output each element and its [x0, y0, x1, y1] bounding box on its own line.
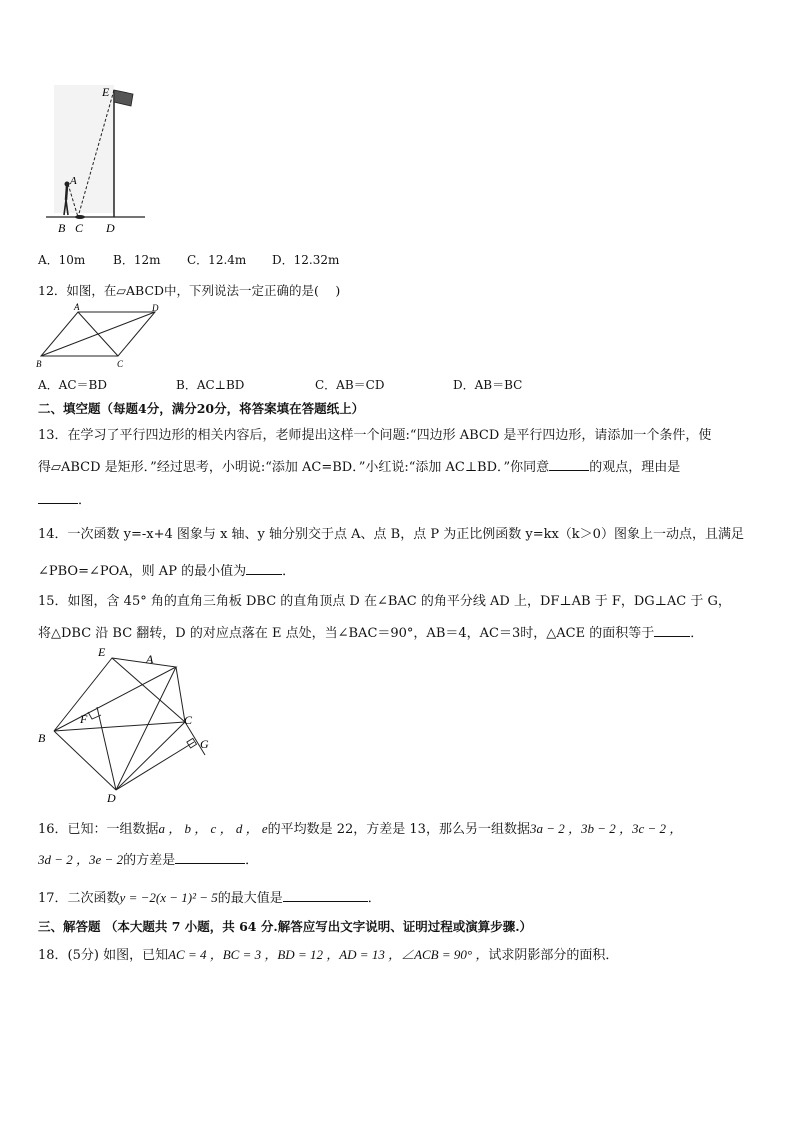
q17-line1-text: 17．二次函数 — [38, 891, 120, 906]
q11-option-b: B．12m — [113, 253, 161, 267]
q12-stem: 12．如图，在▱ABCD中，下列说法一定正确的是( ) — [38, 283, 341, 298]
q17-answer-blank[interactable] — [283, 889, 368, 902]
q15-line2-tail: ． — [690, 626, 704, 641]
q15-answer-blank[interactable] — [654, 624, 690, 637]
label-D: D — [107, 791, 116, 805]
label-A: A — [146, 652, 154, 666]
label-A: A — [70, 175, 77, 187]
figure-background — [54, 85, 114, 213]
q13-line2 — [38, 458, 680, 477]
segment-DF — [97, 707, 116, 790]
q17-line1 — [38, 889, 381, 908]
person-head — [65, 182, 70, 187]
q12-option-a: A．AC＝BD — [38, 378, 107, 392]
q17-line1-tail: ． — [367, 891, 381, 906]
q13-line1: 13．在学习了平行四边形的相关内容后，老师提出这样一个问题:“四边形 ABCD 是平行四边形，请添加一个条件，使 — [38, 428, 712, 443]
q13-line3 — [38, 491, 91, 510]
q12-option-d: D．AB＝BC — [453, 378, 523, 392]
q16-line2-text: 的方差是 — [123, 853, 176, 868]
q16-line1-text: 16．已知：一组数据 — [38, 822, 159, 837]
label-D: D — [106, 221, 115, 235]
mirror — [75, 215, 85, 219]
q11-option-a: A．10m — [38, 253, 86, 267]
q13-line2-text: 得▱ABCD 是矩形．”经过思考，小明说:“添加 AC=BD．”小红说:“添加 AC⊥BD．”你同意 — [38, 460, 550, 475]
q18-line1-text: 18．(5分) 如图，已知 — [38, 948, 169, 963]
q11-flagpole-figure — [40, 80, 150, 240]
q14-line1: 14．一次函数 y=-x+4 图象与 x 轴、y 轴分别交于点 A、点 B，点 P 为正比例函数 y=kx（k＞0）图象上一动点，且满足 — [38, 527, 744, 542]
section-3-heading: 三、解答题 （本大题共 7 小题，共 64 分.解答应写出文字说明、证明过程或演算步骤.） — [38, 919, 533, 934]
q13-answer-blank-2[interactable] — [38, 491, 78, 504]
segment-BD — [54, 731, 116, 790]
label-B: B — [36, 359, 42, 369]
q17-line1-mid: 的最大值是 — [217, 891, 283, 906]
label-E: E — [102, 85, 110, 99]
q16-line1 — [38, 820, 682, 839]
label-F: F — [80, 712, 88, 726]
q16-variables: a ， b ， c ， d ， e — [158, 821, 268, 836]
triangle-EAB-part — [54, 658, 176, 731]
label-E: E — [98, 645, 106, 659]
q16-line2-tail: ． — [245, 853, 259, 868]
diagonal-BD — [41, 312, 155, 356]
q12-option-b: B．AC⊥BD — [176, 378, 245, 392]
q12-option-c: C．AB＝CD — [315, 378, 385, 392]
q16-new-data-2: 3d − 2 ，3e − 2 — [38, 852, 124, 867]
person-body — [66, 186, 67, 200]
q18-line1-tail: 试求阴影部分的面积． — [488, 948, 619, 963]
flag — [114, 90, 133, 106]
q11-option-d: D．12.32m — [272, 253, 340, 267]
label-A: A — [74, 302, 80, 312]
q14-answer-blank[interactable] — [246, 562, 282, 575]
q18-conditions: AC = 4 ，BC = 3 ，BD = 12 ，AD = 13 ，∠ACB = 90° ， — [168, 947, 489, 962]
q13-line2-tail: 的观点，理由是 — [589, 460, 681, 475]
q14-line2-text: ∠PBO=∠POA，则 AP 的最小值为 — [38, 564, 247, 579]
segment-CD — [116, 722, 185, 790]
segment-BC — [54, 722, 185, 731]
q16-new-data-1: 3a − 2 ，3b − 2 ，3c − 2 ， — [529, 821, 683, 836]
q13-answer-blank-1[interactable] — [549, 458, 589, 471]
q12-parallelogram-figure — [32, 302, 172, 372]
q13-line3-tail: ． — [78, 493, 92, 508]
q16-line2 — [38, 851, 258, 870]
label-C: C — [184, 713, 193, 727]
q18-line1 — [38, 946, 618, 965]
q14-line2-tail: ． — [282, 564, 296, 579]
label-B: B — [38, 731, 46, 745]
label-D: D — [152, 303, 159, 313]
label-C: C — [75, 221, 84, 235]
q16-answer-blank[interactable] — [175, 851, 245, 864]
label-G: G — [200, 737, 209, 751]
label-C: C — [117, 359, 124, 369]
q15-line1: 15．如图，含 45° 角的直角三角板 DBC 的直角顶点 D 在∠BAC 的角平分线 AD 上，DF⊥AB 于 F，DG⊥AC 于 G， — [38, 594, 731, 609]
q15-line2 — [38, 624, 703, 643]
label-B: B — [58, 221, 66, 235]
section-2-heading: 二、填空题（每题4分，满分20分，将答案填在答题纸上） — [38, 401, 365, 416]
q11-option-c: C．12.4m — [187, 253, 247, 267]
q17-function: y = −2(x − 1)² − 5 — [119, 890, 218, 905]
q15-line2-text: 将△DBC 沿 BC 翻转，D 的对应点落在 E 点处，当∠BAC＝90°，AB＝4，AC＝3时，△ACE 的面积等于 — [38, 626, 655, 641]
q15-triangle-figure — [30, 642, 230, 810]
q16-line1-mid: 的平均数是 22，方差是 13，那么另一组数据 — [267, 822, 530, 837]
q14-line2 — [38, 562, 295, 581]
